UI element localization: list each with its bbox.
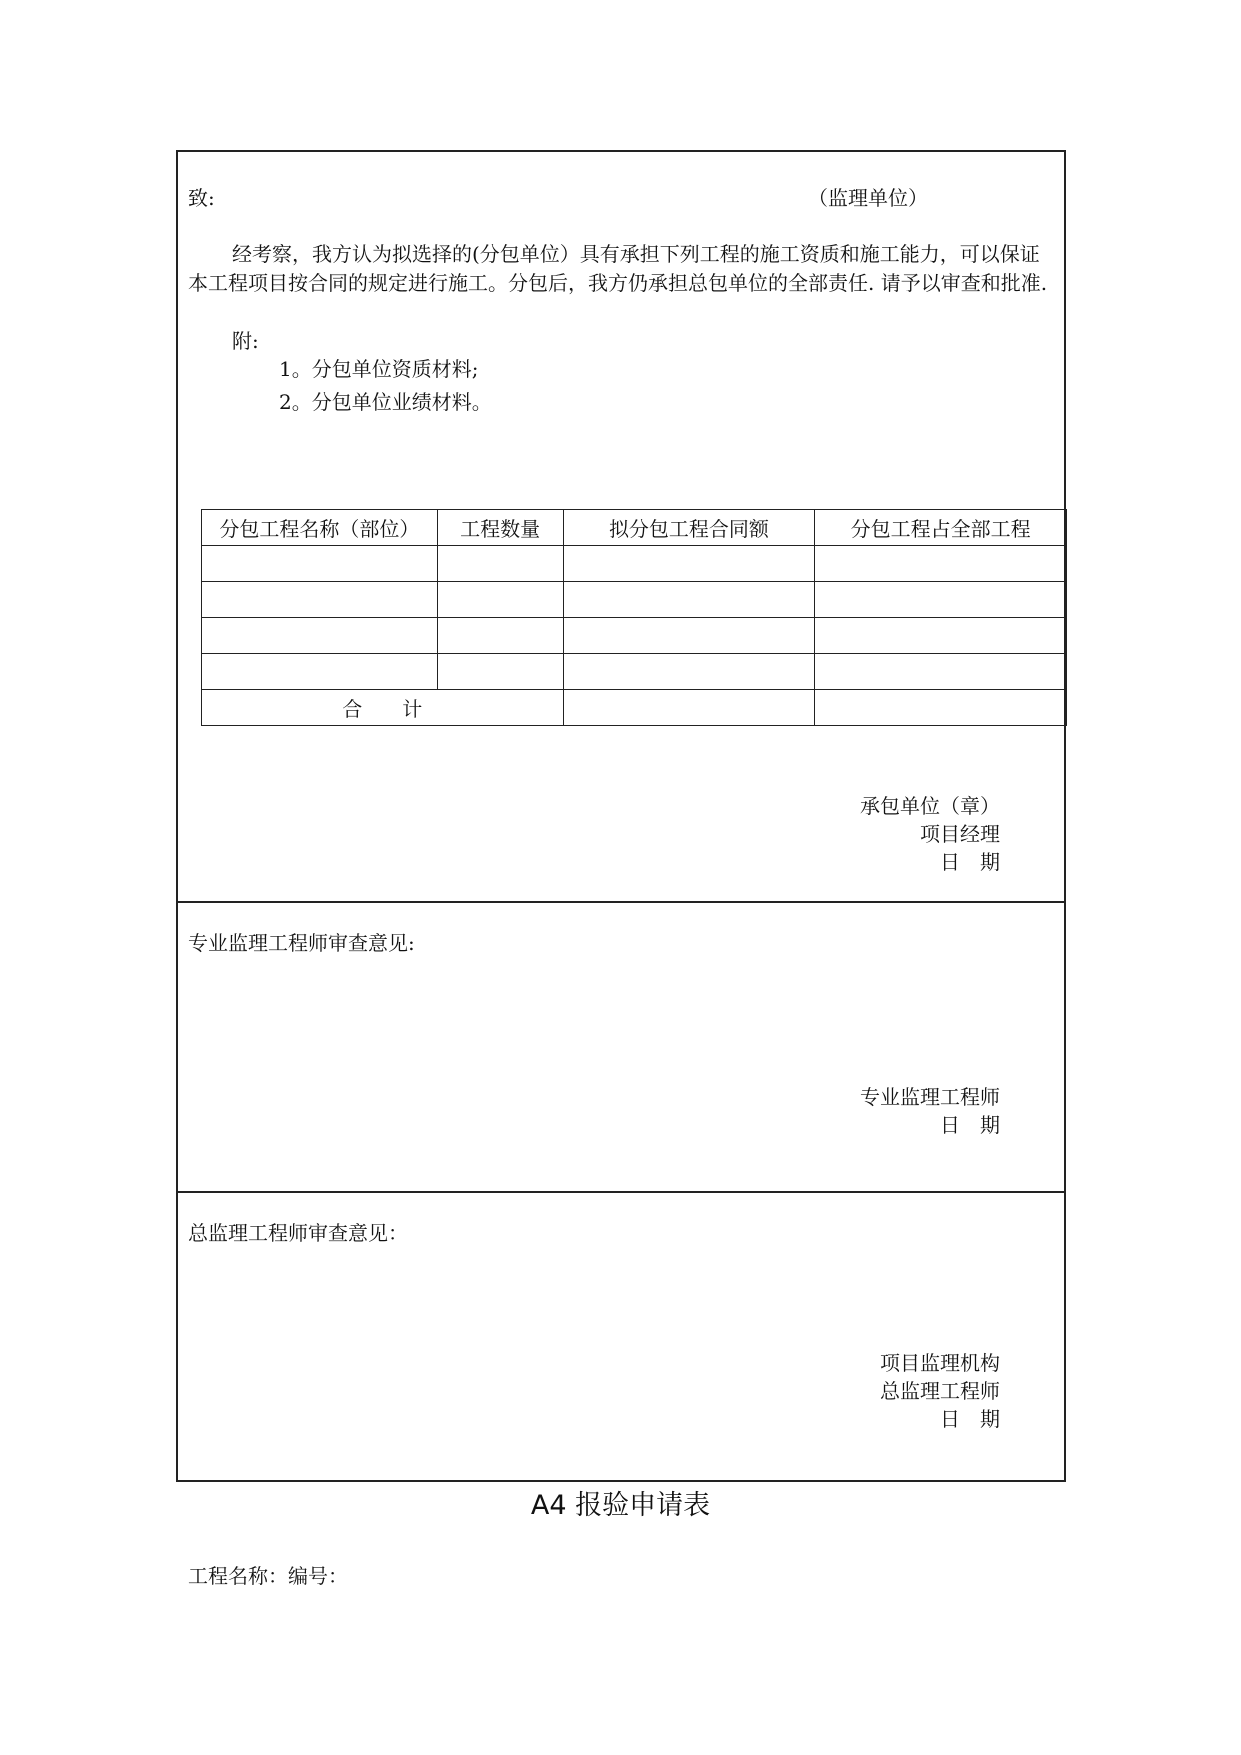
table-cell[interactable] [437, 618, 563, 654]
application-section [178, 152, 1064, 903]
total-percentage-cell[interactable] [815, 690, 1067, 726]
table-row [202, 618, 1067, 654]
table-row [202, 582, 1067, 618]
attachment-item: 2。分包单位业绩材料。 [279, 390, 492, 414]
table-cell[interactable] [437, 582, 563, 618]
header-contract-amount: 拟分包工程合同额 [563, 510, 815, 546]
date-label: 日 期 [940, 1407, 1000, 1431]
chief-review-section [178, 1193, 1064, 1482]
header-quantity: 工程数量 [437, 510, 563, 546]
chief-engineer-label: 总监理工程师 [880, 1379, 1000, 1403]
table-cell[interactable] [437, 654, 563, 690]
to-label: 致: [188, 186, 215, 210]
supervision-agency-label: 项目监理机构 [880, 1351, 1000, 1375]
specialist-review-section [178, 903, 1064, 1193]
table-cell[interactable] [563, 618, 815, 654]
table-total-row [202, 690, 1067, 726]
table-header-row [202, 510, 1067, 546]
total-contract-amount-cell[interactable] [563, 690, 815, 726]
table-cell[interactable] [202, 618, 438, 654]
subcontract-approval-form [176, 150, 1066, 1482]
chief-opinion-label: 总监理工程师审查意见： [188, 1221, 408, 1245]
table-cell[interactable] [202, 546, 438, 582]
table-row [202, 654, 1067, 690]
table-cell[interactable] [815, 582, 1067, 618]
table-cell[interactable] [563, 582, 815, 618]
date-label: 日 期 [940, 850, 1000, 874]
header-percentage: 分包工程占全部工程 [815, 510, 1067, 546]
table-cell[interactable] [437, 546, 563, 582]
table-cell[interactable] [815, 546, 1067, 582]
total-label: 合 计 [202, 690, 564, 726]
project-manager-label: 项目经理 [920, 822, 1000, 846]
date-label: 日 期 [940, 1113, 1000, 1137]
application-paragraph: 经考察，我方认为拟选择的(分包单位）具有承担下列工程的施工资质和施工能力，可以保证本工程项目按合同的规定进行施工。分包后，我方仍承担总包单位的全部责任. 请予以审查和批准. [188, 242, 1048, 295]
contractor-stamp-label: 承包单位（章） [860, 794, 1000, 818]
attachment-label: 附: [232, 329, 259, 353]
table-cell[interactable] [202, 654, 438, 690]
attachment-item: 1。分包单位资质材料; [279, 357, 479, 381]
specialist-engineer-label: 专业监理工程师 [860, 1085, 1000, 1109]
table-row [202, 546, 1067, 582]
table-cell[interactable] [815, 618, 1067, 654]
table-cell[interactable] [563, 546, 815, 582]
table-cell[interactable] [815, 654, 1067, 690]
subcontract-table [201, 509, 1067, 726]
table-cell[interactable] [563, 654, 815, 690]
table-cell[interactable] [202, 582, 438, 618]
project-name-line: 工程名称：编号： [188, 1564, 348, 1588]
header-subcontract-name: 分包工程名称（部位） [202, 510, 438, 546]
supervisor-unit-label: （监理单位） [808, 186, 928, 210]
next-form-title: A4 报验申请表 [530, 1490, 711, 1521]
specialist-opinion-label: 专业监理工程师审查意见: [188, 931, 415, 955]
